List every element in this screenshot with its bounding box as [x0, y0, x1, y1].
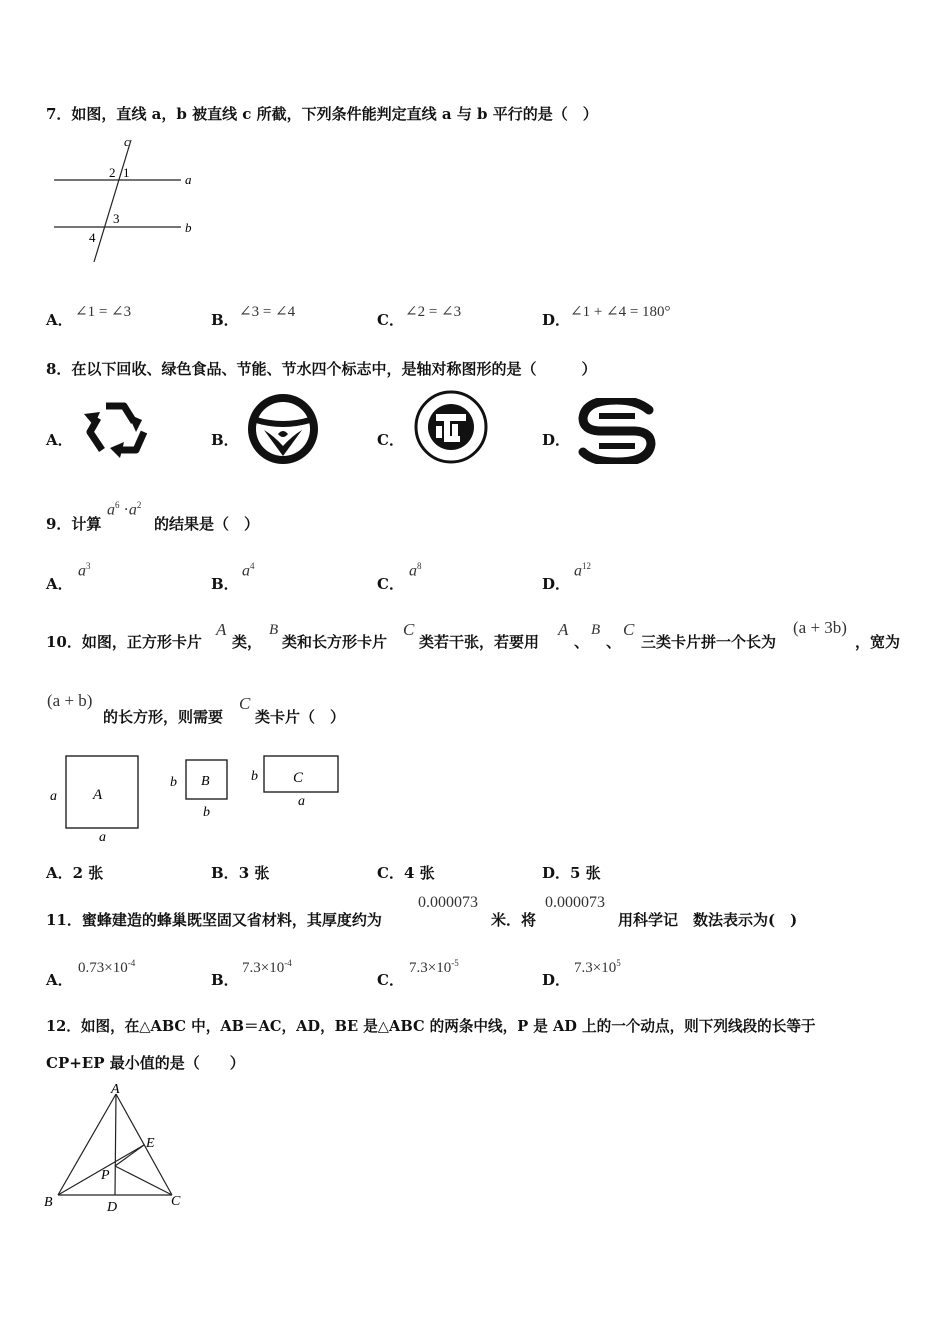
q9-option-d-math: $a^{12}$ — [574, 561, 591, 580]
q12-triangle-figure — [40, 1080, 200, 1220]
side-ac — [116, 1094, 172, 1195]
q8-option-a-label[interactable]: A． — [46, 431, 73, 449]
q9-option-b-math: $a^4$ — [242, 561, 255, 580]
q11-number-2: 0.000073 — [545, 894, 605, 911]
card-c-bottom-label: a — [298, 794, 305, 809]
q8-option-d-label[interactable]: D． — [542, 431, 571, 449]
q10-text-2: 类， — [232, 633, 263, 651]
q9-option-a-label[interactable]: A． — [46, 575, 73, 593]
q11-option-a-label[interactable]: A． — [46, 971, 73, 989]
recycle-logo — [80, 392, 154, 464]
q7-figure — [46, 130, 206, 270]
q10-var-c-2: C — [623, 620, 635, 639]
q10-option-b[interactable]: B．3 张 — [211, 864, 270, 882]
q10-sep-1: 、 — [574, 633, 590, 651]
card-a-label: A — [93, 787, 103, 803]
card-b-bottom-label: b — [203, 805, 210, 820]
vertex-b-label: B — [44, 1195, 53, 1210]
q10-text-3: 类和长方形卡片 — [282, 633, 388, 651]
q9-option-c-math: $a^8$ — [409, 561, 422, 580]
point-p-label: P — [101, 1168, 110, 1183]
q10-length-expr: (a + 3b) — [793, 618, 847, 637]
label-b: b — [185, 220, 192, 235]
point-d-label: D — [107, 1200, 118, 1215]
q10-sep-2: 、 — [606, 633, 622, 651]
label-angle-2: 2 — [109, 165, 116, 180]
q11-option-d-label[interactable]: D． — [542, 971, 571, 989]
q11-number: 0.000073 — [418, 894, 478, 911]
segment-pe — [115, 1145, 144, 1166]
q10-var-c-3: C — [239, 694, 251, 713]
q7-option-b-math: ∠3 = ∠4 — [239, 304, 296, 320]
q10-text-4: 类若干张，若要用 — [419, 633, 540, 651]
q11-text-2: 米．将 — [491, 911, 537, 929]
card-b-label: B — [201, 774, 210, 789]
q11-option-b-math: $7.3\times 10^{-4}$ — [242, 958, 292, 976]
q9-option-d-label[interactable]: D． — [542, 575, 571, 593]
label-c: c — [124, 134, 130, 149]
vertex-a-label: A — [111, 1082, 120, 1097]
q7-option-a-label[interactable]: A． — [46, 311, 73, 329]
q10-figure — [46, 748, 356, 848]
q10-var-a: A — [216, 620, 227, 639]
q7-option-d-math: ∠1 + ∠4 = 180° — [570, 304, 671, 320]
card-a-bottom-label: a — [99, 830, 106, 845]
q7-option-c-math: ∠2 = ∠3 — [405, 304, 462, 320]
label-a: a — [185, 172, 192, 187]
q7-option-d-label[interactable]: D． — [542, 311, 571, 329]
q9-option-c-label[interactable]: C． — [377, 575, 404, 593]
q11-text-3: 用科学记 数法表示为( ) — [618, 911, 798, 929]
label-angle-1: 1 — [123, 165, 130, 180]
green-food-logo — [246, 392, 320, 466]
energy-saving-logo — [414, 390, 488, 464]
card-c-side-label: b — [251, 769, 258, 784]
median-ad — [115, 1094, 116, 1195]
q9-option-a-math: $a^3$ — [78, 561, 91, 580]
q11-option-b-label[interactable]: B． — [211, 971, 239, 989]
q10-text-1: 10．如图，正方形卡片 — [46, 633, 202, 651]
card-c-label: C — [293, 770, 304, 786]
q10-text-6: ，宽为 — [855, 633, 901, 651]
q10-option-a[interactable]: A．2 张 — [46, 864, 104, 882]
q10-text-7: 的长方形，则需要 — [103, 708, 224, 726]
q9-expression: $a^6 \cdot a^2$ — [107, 500, 142, 519]
q11-option-c-math: $7.3\times 10^{-5}$ — [409, 958, 459, 976]
q12-stem-line-2: CP+EP 最小值的是（ ） — [46, 1054, 245, 1072]
q9-option-b-label[interactable]: B． — [211, 575, 239, 593]
q11-text-1: 11．蜜蜂建造的蜂巢既坚固又省材料，其厚度约为 — [46, 911, 382, 929]
point-e-label: E — [146, 1136, 155, 1151]
q10-text-8: 类卡片（ ） — [255, 708, 346, 726]
q10-var-c: C — [403, 620, 415, 639]
label-angle-3: 3 — [113, 211, 120, 226]
line-c — [94, 140, 131, 262]
q7-option-a-math: ∠1 = ∠3 — [75, 304, 132, 320]
q10-option-c[interactable]: C．4 张 — [377, 864, 435, 882]
q11-option-a-math: $0.73\times 10^{-4}$ — [78, 958, 136, 976]
card-b-side-label: b — [170, 775, 177, 790]
water-saving-logo — [577, 398, 657, 464]
q7-option-b-label[interactable]: B． — [211, 311, 239, 329]
q8-stem: 8．在以下回收、绿色食品、节能、节水四个标志中，是轴对称图形的是（ ） — [46, 360, 597, 378]
q10-text-5: 三类卡片拼一个长为 — [641, 633, 777, 651]
q10-width-expr: (a + b) — [47, 691, 93, 710]
q8-option-b-label[interactable]: B． — [211, 431, 239, 449]
card-a-side-label: a — [50, 789, 57, 804]
q8-option-c-label[interactable]: C． — [377, 431, 404, 449]
vertex-c-label: C — [171, 1194, 181, 1209]
q10-option-d[interactable]: D．5 张 — [542, 864, 601, 882]
q9-stem-suffix: 的结果是（ ） — [154, 515, 260, 533]
q7-option-c-label[interactable]: C． — [377, 311, 404, 329]
q9-stem-prefix: 9．计算 — [46, 515, 102, 533]
q11-option-d-math: $7.3\times 10^5$ — [574, 958, 621, 976]
q11-option-c-label[interactable]: C． — [377, 971, 404, 989]
q7-stem: 7．如图，直线 a，b 被直线 c 所截，下列条件能判定直线 a 与 b 平行的是（ ） — [46, 105, 598, 123]
q12-stem-line-1: 12．如图，在△ABC 中，AB＝AC，AD，BE 是△ABC 的两条中线，P 是 AD 上的一个动点，则下列线段的长等于 — [46, 1018, 816, 1035]
q10-var-b-2: B — [591, 622, 601, 638]
q10-var-a-2: A — [558, 620, 569, 639]
label-angle-4: 4 — [89, 230, 96, 245]
q10-var-b: B — [269, 622, 279, 638]
